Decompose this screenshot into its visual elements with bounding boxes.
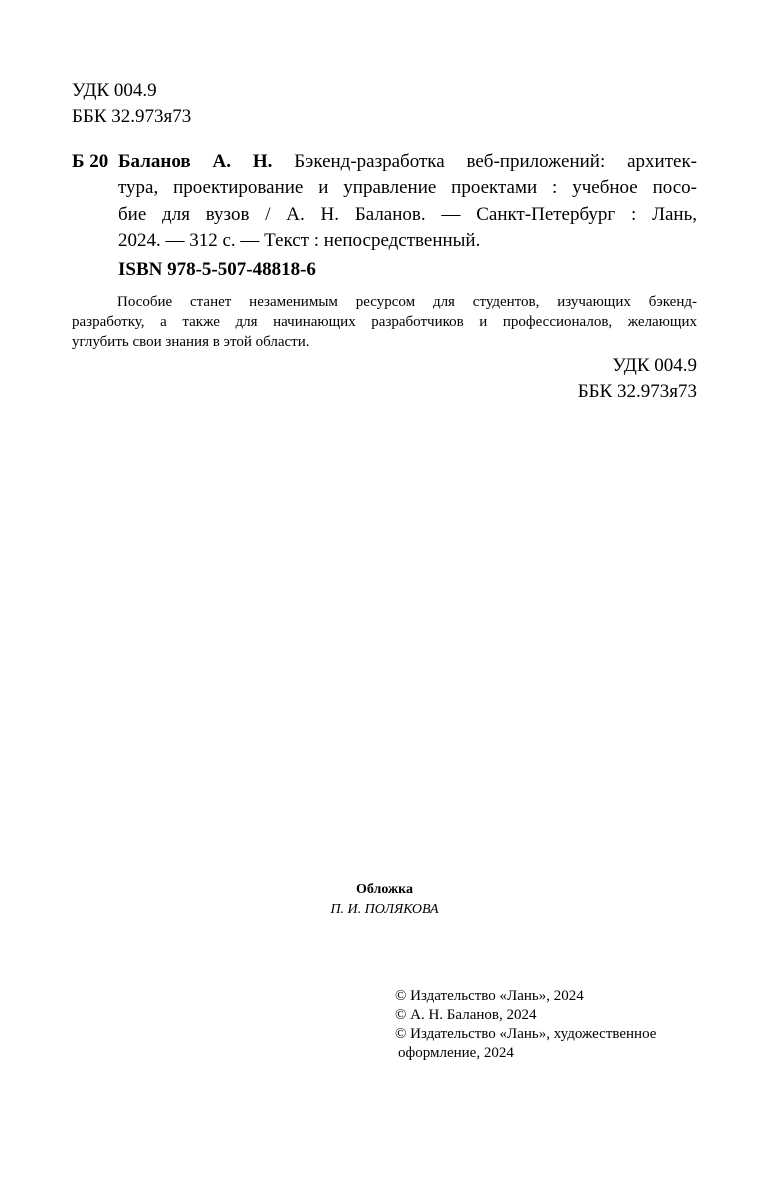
- author-name: Баланов А. Н.: [118, 151, 273, 172]
- copyright-line: оформление, 2024: [398, 1045, 514, 1061]
- annotation: [72, 292, 697, 352]
- author-cipher: Б 20: [72, 151, 109, 172]
- entry-line-3: бие для вузов / А. Н. Баланов. — Санкт-Петербург : Лань,: [118, 203, 697, 225]
- annotation-line-3: углубить свои знания в этой области.: [72, 334, 310, 350]
- entry-title-start: Бэкенд-разработка веб-приложений: архитек-: [294, 151, 697, 172]
- annotation-line-2: разработку, а также для начинающих разработчиков и профессионалов, желающих: [72, 314, 697, 330]
- bbk-code: ББК 32.973я73: [577, 381, 697, 402]
- classification-codes-bottom: [578, 353, 697, 405]
- copyright-line: © Издательство «Лань», 2024: [395, 988, 584, 1004]
- udk-code: УДК 004.9: [612, 355, 697, 376]
- bibliographic-entry: [118, 149, 697, 254]
- cover-credit: [0, 880, 769, 920]
- bbk-code: ББК 32.973я73: [72, 106, 192, 127]
- entry-line-2: тура, проектирование и управление проектами : учебное посо-: [118, 177, 697, 199]
- udk-code: УДК 004.9: [72, 80, 157, 101]
- entry-line-1: [118, 149, 697, 175]
- entry-line-4: 2024. — 312 с. — Текст : непосредственный.: [118, 229, 481, 251]
- cover-designer: П. И. ПОЛЯКОВА: [330, 902, 439, 917]
- copyright-block: [395, 987, 656, 1063]
- copyright-line: © А. Н. Баланов, 2024: [395, 1007, 537, 1023]
- copyright-line: © Издательство «Лань», художественное: [395, 1026, 657, 1042]
- classification-codes-top: [72, 78, 191, 130]
- cover-label: Обложка: [355, 882, 414, 897]
- annotation-line-1: Пособие станет незаменимым ресурсом для студентов, изучающих бэкенд-: [117, 294, 697, 310]
- isbn: ISBN 978-5-507-48818-6: [118, 259, 316, 280]
